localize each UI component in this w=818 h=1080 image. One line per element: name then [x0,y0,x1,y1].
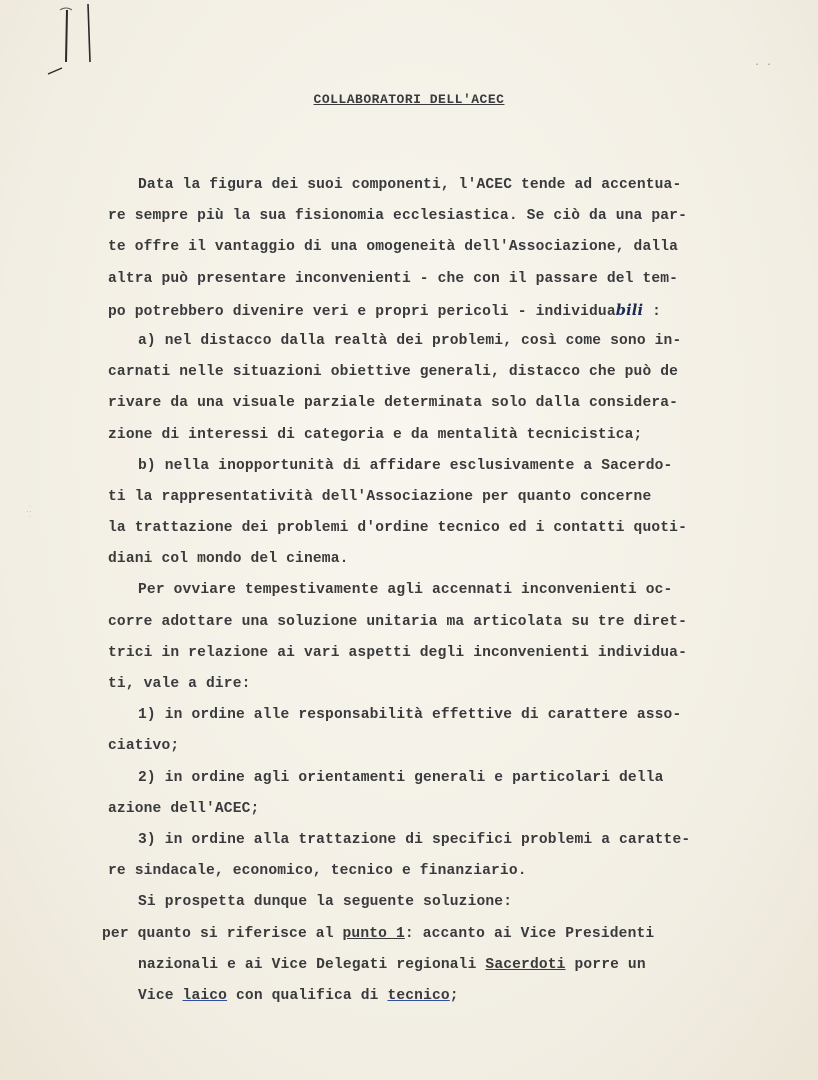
document-title: COLLABORATORI DELL'ACEC [313,92,505,107]
underlined-text: laico [182,987,228,1004]
text-line: 3) in ordine alla trattazione di specifici problemi a caratte- [138,831,691,848]
text-segment: con qualifica di [227,987,388,1004]
text-segment: : accanto ai Vice Presidenti [404,925,655,942]
underlined-text: punto 1 [342,925,405,942]
text-line: trici in relazione ai vari aspetti degli inconvenienti individua- [108,644,687,661]
text-line: corre adottare una soluzione unitaria ma articolata su tre diret- [108,613,687,630]
text-segment: porre un [565,956,646,973]
text-line: diani col mondo del cinema. [108,551,349,568]
text-line: Per ovviare tempestivamente agli accennati inconvenienti oc- [138,582,673,599]
text-line: 2) in ordine agli orientamenti generali e particolari della [138,769,664,786]
faded-stamp: · : · [25,505,34,518]
text-line: altra può presentare inconvenienti - che con il passare del tem- [108,270,679,287]
text-segment: ; [449,987,459,1004]
text-line-typed: po potrebbero divenire veri e propri pericoli - individua [108,303,616,320]
text-segment: nazionali e ai Vice Delegati regionali [138,956,486,973]
text-line: te offre il vantaggio di una omogeneità dell'Associazione, dalla [108,239,679,256]
handwritten-correction: bili [615,301,644,319]
document-body [102,170,758,1012]
text-line: 1) in ordine alle responsabilità effettive di carattere asso- [138,707,682,724]
underlined-text: tecnico [387,987,450,1004]
text-line-final-2 [108,950,758,981]
text-line-final-3 [108,981,758,1012]
text-segment: per quanto si riferisce al [102,925,343,942]
text-line: la trattazione dei problemi d'ordine tecnico ed i contatti quoti- [108,520,687,537]
text-line [108,295,758,326]
text-line: azione dell'ACEC; [108,800,260,817]
text-line: re sempre più la sua fisionomia ecclesiastica. Se ciò da una par- [108,208,687,225]
paper-speck: · · [753,60,772,71]
margin-mark-icon [30,2,100,82]
text-line-final-1 [102,919,758,950]
text-line: zione di interessi di categoria e da mentalità tecnicistica; [108,426,643,443]
text-line: rivare da una visuale parziale determinata solo dalla considera- [108,395,679,412]
underlined-text: Sacerdoti [485,956,566,973]
text-line: Si prospetta dunque la seguente soluzione: [138,894,513,911]
text-line: b) nella inopportunità di affidare esclusivamente a Sacerdo- [138,457,673,474]
text-line: ti, vale a dire: [108,676,251,692]
text-line-colon: : [643,303,662,320]
text-line: a) nel distacco dalla realtà dei problemi, così come sono in- [138,332,682,349]
text-line: carnati nelle situazioni obiettive generali, distacco che può de [108,364,679,381]
text-line: Data la figura dei suoi componenti, l'ACEC tende ad accentua- [138,177,682,193]
text-line: re sindacale, economico, tecnico e finanziario. [108,863,527,880]
text-line: ciativo; [108,738,180,755]
text-line: ti la rappresentatività dell'Associazione per quanto concerne [108,488,652,505]
text-segment: Vice [138,987,183,1004]
